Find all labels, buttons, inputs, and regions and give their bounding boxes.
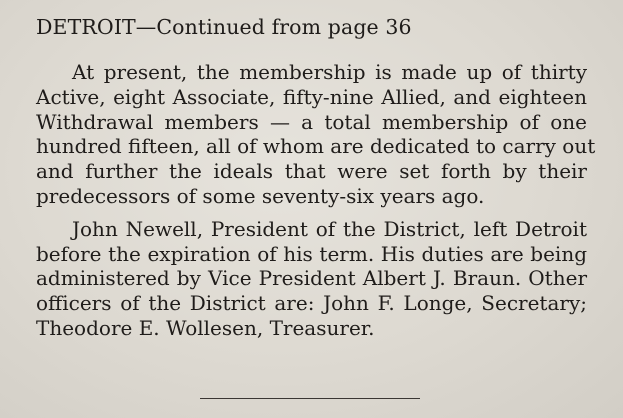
paragraph-line: before the expiration of his term. His duties are being <box>36 241 587 266</box>
paragraph-line: Active, eight Associate, fifty-nine Allied, and eighteen <box>36 84 587 109</box>
paragraph-line: John Newell, President of the District, left Detroit <box>72 216 587 241</box>
paragraph-line: officers of the District are: John F. Longe, Secretary; <box>36 291 587 316</box>
paragraph-line: Theodore E. Wollesen, Treasurer. <box>36 315 375 340</box>
membership-paragraph <box>36 60 596 209</box>
paragraph-line: and further the ideals that were set forth by their <box>36 159 587 184</box>
paragraph-line: At present, the membership is made up of thirty <box>72 60 587 84</box>
continuation-heading: DETROIT—Continued from page 36 <box>36 15 412 39</box>
officers-paragraph <box>36 217 587 341</box>
paragraph-line: administered by Vice President Albert J. Braun. Other <box>36 266 587 291</box>
paragraph-line: hundred fifteen, all of whom are dedicated to carry out <box>36 134 596 159</box>
section-divider-rule <box>200 398 420 399</box>
paragraph-line: Withdrawal members — a total membership of one <box>36 109 587 134</box>
paragraph-line: predecessors of some seventy-six years ago. <box>36 183 485 208</box>
